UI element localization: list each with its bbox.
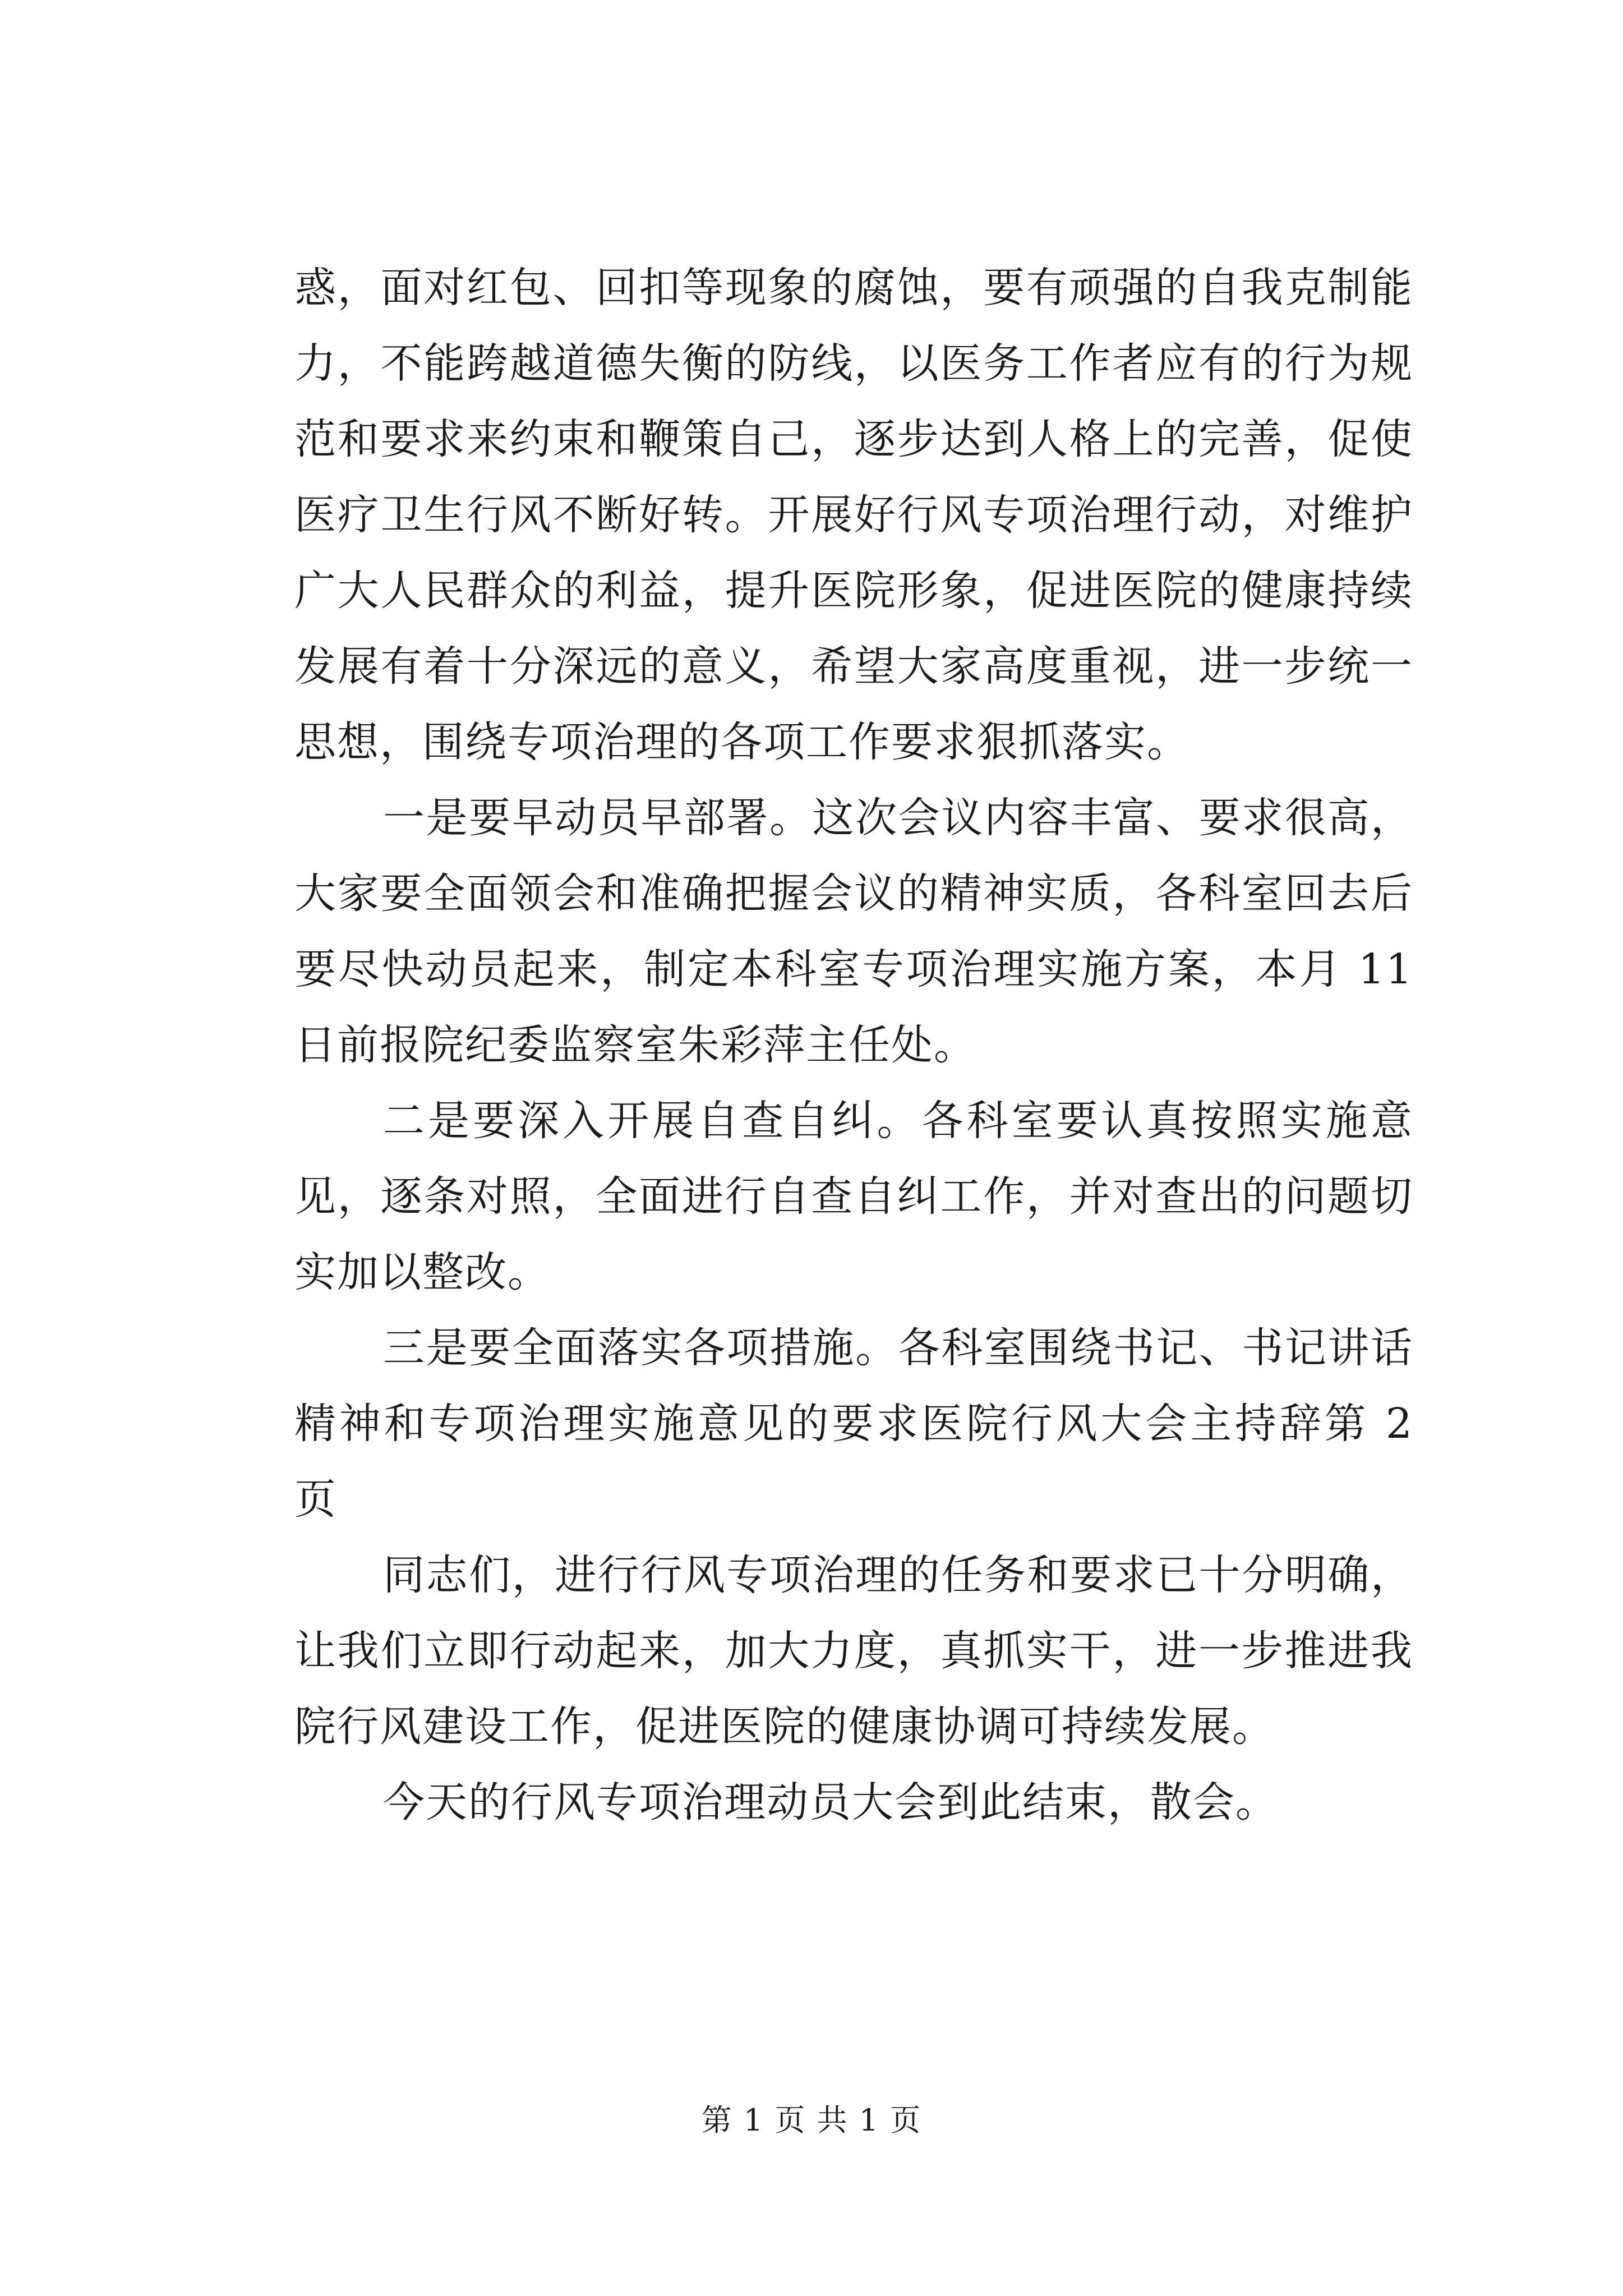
- paragraph-self-inspection: 二是要深入开展自查自纠。各科室要认真按照实施意见，逐条对照，全面进行自查自纠工作，并对查出的问题切实加以整改。: [294, 1097, 1413, 1296]
- paragraph-closing: 今天的行风专项治理动员大会到此结束，散会。: [383, 1778, 1278, 1826]
- paragraph-implement-measures: 三是要全面落实各项措施。各科室围绕书记、书记讲话精神和专项治理实施意见的要求医院行风大会主持辞第 2 页: [294, 1324, 1413, 1524]
- paragraph-early-mobilization: 一是要早动员早部署。这次会议内容丰富、要求很高，大家要全面领会和准确把握会议的精神实质，各科室回去后要尽快动员起来，制定本科室专项治理实施方案，本月 11 日前报院纪委监察室朱彩萍主任处。: [294, 794, 1413, 1069]
- paragraph-continuation: 惑，面对红包、回扣等现象的腐蚀，要有顽强的自我克制能力，不能跨越道德失衡的防线，以医务工作者应有的行为规范和要求来约束和鞭策自己，逐步达到人格上的完善，促使医疗卫生行风不断好转。开展好行风专项治理行动，对维护广大人民群众的利益，提升医院形象，促进医院的健康持续发展有着十分深远的意义，希望大家高度重视，进一步统一思想，围绕专项治理的各项工作要求狠抓落实。: [294, 264, 1413, 766]
- document-body: [294, 250, 1413, 1841]
- paragraph-comrades: 同志们，进行行风专项治理的任务和要求已十分明确，让我们立即行动起来，加大力度，真抓实干，进一步推进我院行风建设工作，促进医院的健康协调可持续发展。: [294, 1551, 1413, 1751]
- page-number-footer: 第 1 页 共 1 页: [701, 2102, 922, 2138]
